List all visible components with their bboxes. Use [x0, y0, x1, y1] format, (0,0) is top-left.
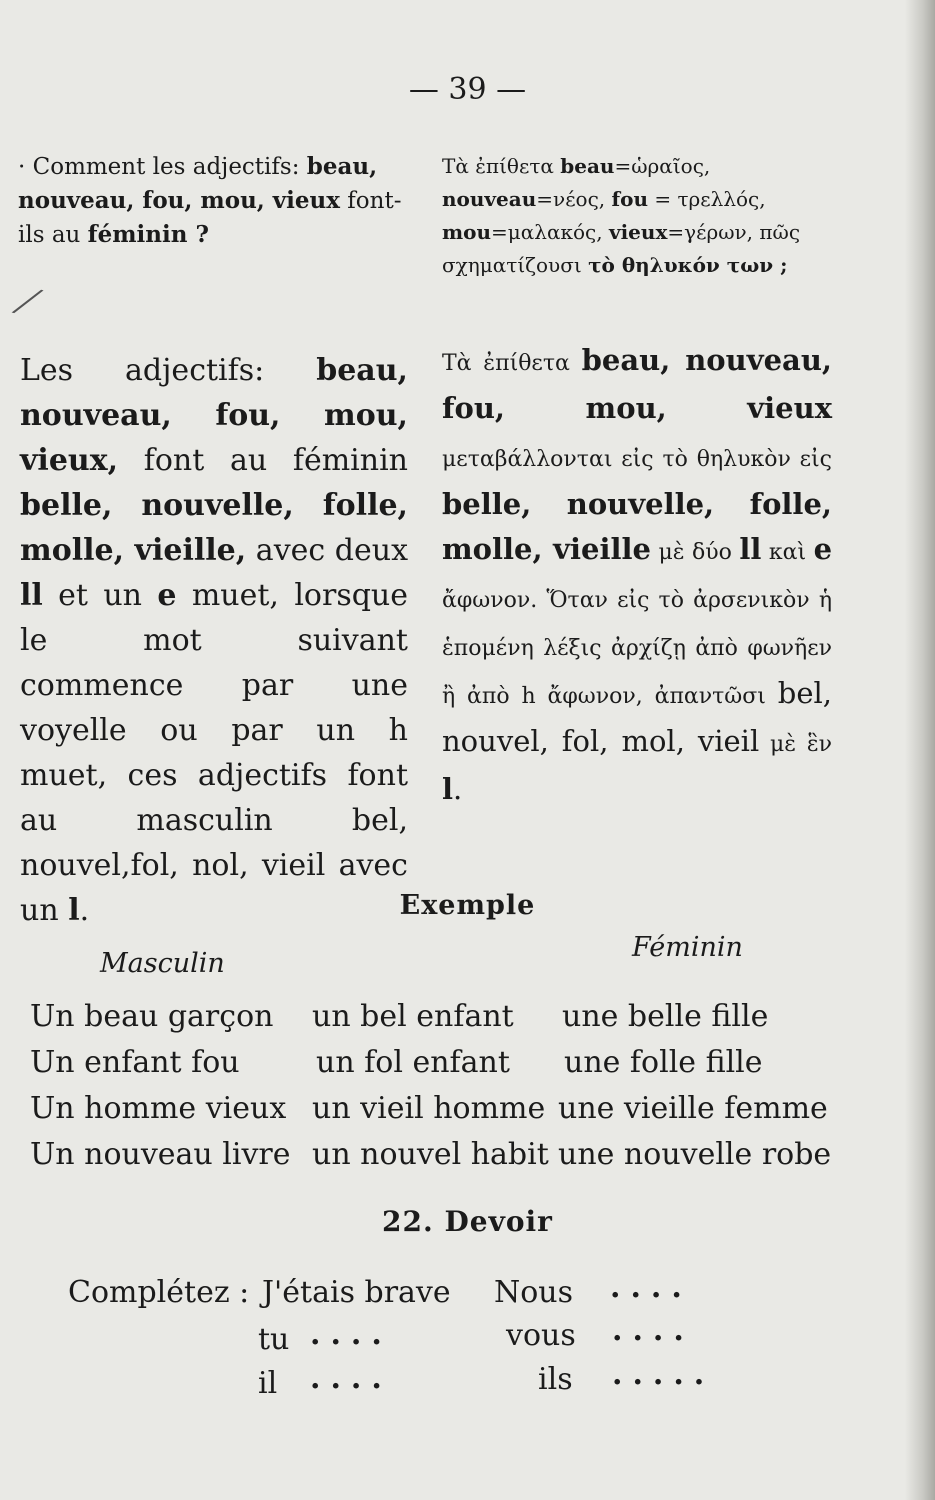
- devoir-blank-dots: .....: [612, 1357, 715, 1392]
- devoir-row-left: tu: [258, 1322, 290, 1357]
- example-heading: Exemple: [399, 890, 536, 921]
- devoir-heading: 22. Devoir: [382, 1205, 553, 1238]
- question-french: · Comment les adjectifs: beau, nouveau, fou, mou, vieux font-ils au féminin ?: [18, 153, 402, 248]
- book-page: — 39 — · Comment les adjectifs: beau, nouveau, fou, mou, vieux font-ils au féminin ? Τὰ ἐπίθετα beau=ὡραῖος, nouveau=νέος, fou = τρελλός, mou=μαλακός, vieux=γέρων, πῶς σχηματίζουσι τὸ θηλυκόν των ; ⟋ Les adjectifs: beau, nouveau, fou, mou, vieux, font au féminin belle, nouvelle, folle, molle, vieille, avec deux ll et un e muet, lorsque le mot suivant commence par une voyelle ou par un h muet, ces adjectifs font au masculin bel, nouvel,fol, nol, vieil avec un l. Τὰ ἐπίθετα beau, nouveau, fou, mou, vieux μεταβάλλονται εἰς τὸ θηλυκὸν εἰς belle, nouvelle, folle, molle, vieille μὲ δύο ll καὶ e ἄφωνον. Ὅταν εἰς τὸ ἀρσενικὸν ἡ ἑπομένη λέξις ἀρχίζῃ ἀπὸ φωνῆεν ἢ ἀπὸ h ἄφωνον, ἀπαντῶσι bel, nouvel, fol, mol, vieil μὲ ἓν l. Exemple Masculin Féminin Un beau garçon un bel enfant une belle fille Un enfant fou un fol enfant une folle fille Un homme vieux un vieil homme une vieille femme Un nouveau livre un nouvel habit une nouvelle robe 22. Devoir Complétez : J'étais brave Nous .... tu .... vous .... il .... ils .....: [0, 0, 935, 1500]
- answer-greek: Τὰ ἐπίθετα beau, nouveau, fou, mou, vieux μεταβάλλονται εἰς τὸ θηλυκὸν εἰς belle, nouvelle, folle, molle, vieille μὲ δύο ll καὶ e ἄφωνον. Ὅταν εἰς τὸ ἀρσενικὸν ἡ ἑπομένη λέξις ἀρχίζῃ ἀπὸ φωνῆεν ἢ ἀπὸ h ἄφωνον, ἀπαντῶσι bel, nouvel, fol, mol, vieil μὲ ἓν l.: [442, 343, 833, 806]
- devoir-row-left: J'étais brave: [262, 1275, 451, 1310]
- devoir-row-right: ils: [538, 1362, 573, 1397]
- devoir-blank-dots: ....: [610, 1270, 692, 1305]
- answer-french: Les adjectifs: beau, nouveau, fou, mou, vieux, font au féminin belle, nouvelle, folle, molle, vieille, avec deux ll et un e muet, lorsque le mot suivant commence par une voyelle ou par un h muet, ces adjectifs font au masculin bel, nouvel,fol, nol, vieil avec un l.: [20, 353, 409, 928]
- devoir-instruction: Complétez :: [68, 1275, 250, 1310]
- page-number: — 39 —: [408, 72, 527, 107]
- devoir-blank-dots: ....: [310, 1361, 392, 1396]
- pencil-margin-mark: ⟋: [9, 277, 45, 327]
- masculin-column-heading: Masculin: [100, 948, 225, 979]
- devoir-row-right: vous: [506, 1318, 576, 1353]
- devoir-blank-dots: ....: [310, 1317, 392, 1352]
- devoir-blank-dots: ....: [612, 1313, 694, 1348]
- question-greek: Τὰ ἐπίθετα beau=ὡραῖος, nouveau=νέος, fou = τρελλός, mou=μαλακός, vieux=γέρων, πῶς σχηματίζουσι τὸ θηλυκόν των ;: [442, 154, 801, 277]
- feminin-column-heading: Féminin: [632, 932, 743, 963]
- devoir-row-left: il: [258, 1366, 278, 1401]
- devoir-row-right: Nous: [494, 1275, 574, 1310]
